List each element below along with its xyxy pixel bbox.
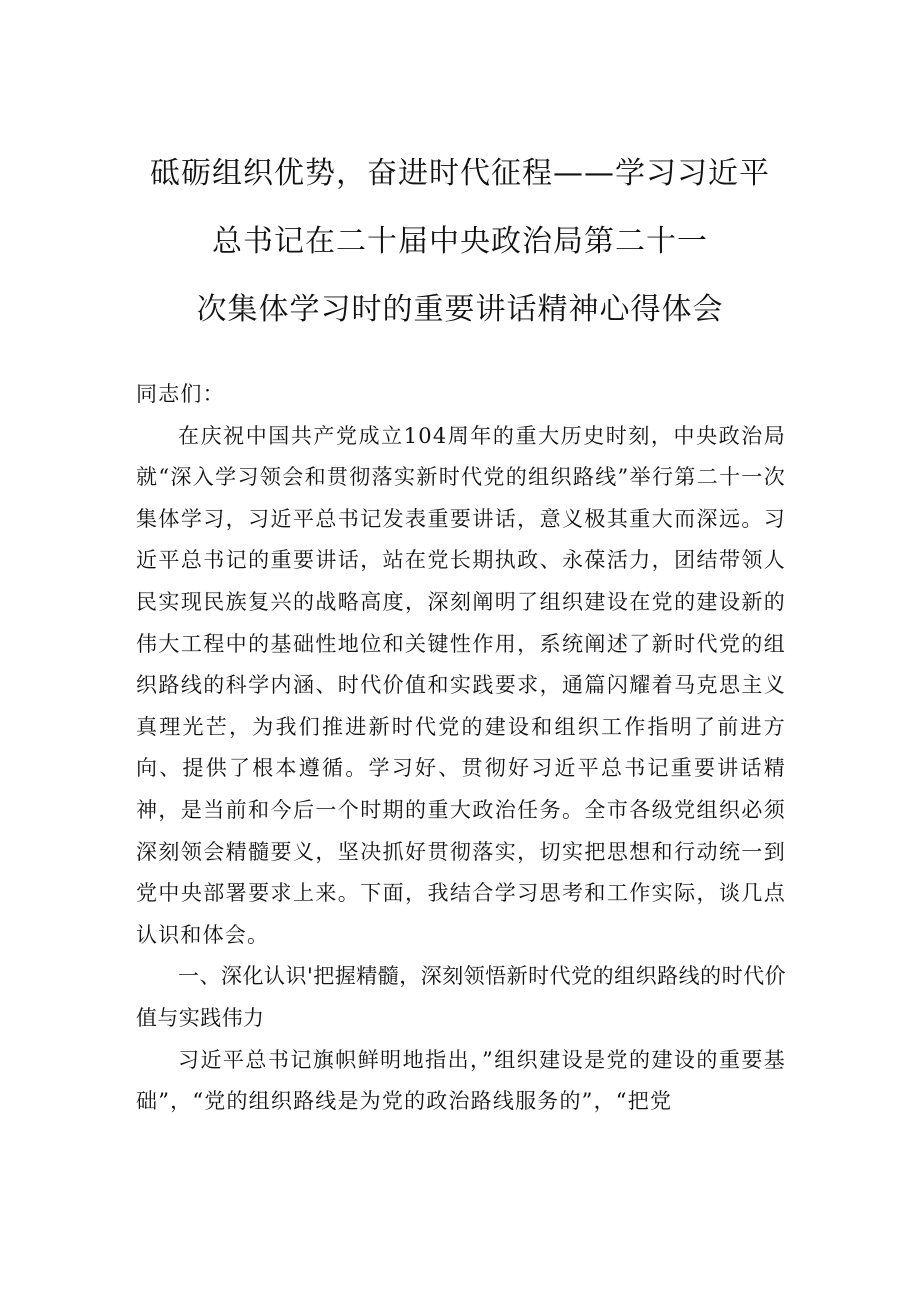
salutation: 同志们： [136, 382, 225, 406]
paragraph-intro: 在庆祝中国共产党成立104周年的重大历史时刻，中央政治局就“深入学习领会和贯彻落实新时代党的组织路线”举行第二十一次集体学习，习近平总书记发表重要讲话，意义极其重大而深远。习近平总书记的重要讲话，站在党长期执政、永葆活力，团结带领人民实现民族复兴的战略高度，深刻阐明了组织建设在党的建设新的伟大工程中的基础性地位和关键性作用，系统阐述了新时代党的组织路线的科学内涵、时代价值和实践要求，通篇闪耀着马克思主义真理光芒，为我们推进新时代党的建设和组织工作指明了前进方向、提供了根本遵循。学习好、贯彻好习近平总书记重要讲话精神，是当前和今后一个时期的重大政治任务。全市各级党组织必须深刻领会精髓要义，坚决抓好贯彻落实，切实把思想和行动统一到党中央部署要求上来。下面，我结合学习思考和工作实际，谈几点认识和体会。 [136, 423, 786, 947]
document-title [110, 140, 810, 344]
document-body [136, 374, 786, 1123]
title-line-3: 次集体学习时的重要讲话精神心得体会 [196, 292, 724, 327]
title-line-2: 总书记在二十届中央政治局第二十一 [212, 224, 708, 259]
paragraph-section-1: 习近平总书记旗帜鲜明地指出，”组织建设是党的建设的重要基础”，“党的组织路线是为党的政治路线服务的”，“把党 [136, 1047, 786, 1114]
title-line-1: 砥砺组织优势，奋进时代征程——学习习近平 [150, 156, 770, 191]
section-heading-1: 一、深化认识'把握精髓，深刻领悟新时代党的组织路线的时代价值与实践伟力 [136, 964, 786, 1030]
